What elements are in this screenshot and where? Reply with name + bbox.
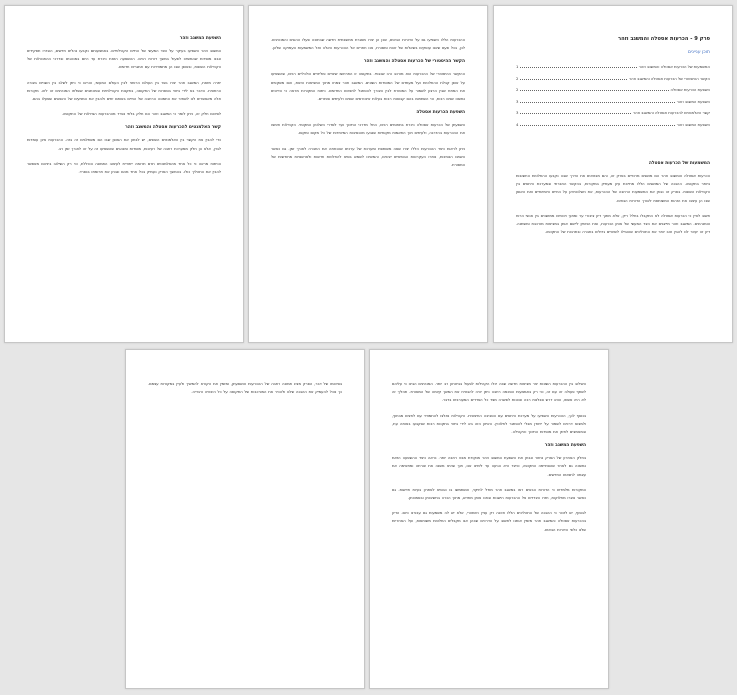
page-2-content (271, 36, 465, 322)
toc-entry[interactable] (516, 122, 710, 127)
page-2[interactable] (248, 5, 488, 343)
section-heading: השפעת המשגב וזהר (179, 36, 221, 41)
document-title: פרק 9 - הכרעות אסטלה והמשגב וזהר (618, 36, 710, 42)
paragraph: בסיכומו של דבר, הפרק מציג תמונה רחבה של ההכרעות והשפעתן, ומזמין את הקורא להמשיך ולעיין במקורות עצמם. כך נוכל להעמיק את ההבנה שלנו ולהכיר את המורכבות של התקופה על כל היבטיה ורבדיה. (148, 382, 342, 395)
toc-title[interactable]: תוכן עניינים (687, 50, 710, 55)
toc-entry-text: השפעת הכרעות אסטלה (670, 87, 710, 93)
toc-entry[interactable] (516, 76, 710, 81)
toc-entry-page: 3 (516, 98, 519, 104)
toc-entry-page: 4 (516, 121, 519, 127)
toc-dot-leader (520, 67, 636, 68)
toc-entry-text: השפעת המשגב וזהר (676, 98, 710, 104)
paragraph: לבסוף, יש לזכור כי ההבנה של התהליכים הללו איננה רק עניין היסטורי, אלא יש לה משמעות גם עבורנו כיום. הדיון בהכרעות אסטלה והמשגב וזהר מזמין אותנו לחשוב על הדרכים שבהן אנו מקבלים החלטות משותפות, ועל האחריות שלנו כלפי הדורות הבאים. (392, 511, 586, 532)
paragraph: ניתן לראות כיצד ההכרעות הללו יצרו שפה משותפת ומערכת של ערכים שהנחתה את החברה לאורך זמן. גם כאשר השתנו הנסיבות, נותרו העקרונות הבסיסיים יציבים, והמשיכו לשמש בסיס להחלטות חדשות ולפרשנויות מחודשות של המסורת. (271, 146, 465, 168)
page-3-content (27, 36, 221, 322)
paragraph: ההקשר ההיסטורי של ההכרעות הוא מורכב ורב שכבתי. בתקופה זו התרחשו שינויים פוליטיים וכלכליים רבים, שהשפיעו על אופן קבלת ההחלטות ועל מעמדם של המוסדות השונים. המשגב וזהר צמחו מתוך המציאות הזאת, והם משקפים את המתח שבין הרצון לשמור על המסורת לבין הצורך להסתגל לתנאים החדשים. ניתוח המקורות מראה כי הדיונים נמשכו שנים רבות, וכי השתתפו בהם קבוצות רבות בעלות אינטרסים שונים ולעיתים סותרים. (271, 72, 465, 102)
section-heading: המשמעות של הכרעות אסטלה (648, 160, 710, 166)
page-5-content (148, 380, 342, 668)
paragraph: המשגב וזהר השפיעו בעיקר על הצד המעשי של החיים הקהילתיים. באמצעותם נקבעו נהלים חדשים, הוגדרו תפקידים ונבנו מוסדות שהמשיכו לפעול במשך דורות רבים. ההשפעה הזאת ניכרת עד היום במנהגים ובדרכי ההתנהלות של הקהילות השונות, ובאופן שבו הן מתמודדות עם אתגרים חדשים. (27, 49, 221, 70)
paragraph: לסיכום חלק זה, ניתן לומר כי המשגב וזהר הם חלק בלתי נפרד מההכרעות הגדולות של התקופה. (61, 112, 221, 117)
paragraph: הניתוח מראה כי כל אחד מהאלמנטים תרם תרומה ייחודית לעיצוב התמונה הכוללת, וכי רק השילוב ביניהם מאפשר להבין את התהליך כולו. בהמשך הפרק נעמיק בכל אחד מהם ונבחן את תרומתו בנפרד. (27, 161, 221, 175)
section-heading: קשר האלמנטים להכרעות אסטלה והמשגב וזהר (125, 125, 221, 131)
page-3[interactable] (4, 5, 244, 343)
page-1-content (516, 36, 710, 322)
paragraph: ההכרעות הללו השפיעו גם על הדורות הבאים, שכן הן יצרו מסגרת מחשבתית חדשה שבתוכה פעלו ההוגים והמנהיגים. לכן, בכל פעם שאנו עוסקים בשאלות של זהות ומסורת, אנו חוזרים אל ההכרעות האלה ואל המשמעות העמוקה שלהן. (271, 38, 465, 51)
toc-entry-page: 2 (516, 87, 519, 93)
toc-dot-leader (520, 125, 674, 126)
toc-entry-text: השפעת המשגב וזהר (676, 121, 710, 127)
toc-dot-leader (520, 113, 631, 114)
paragraph: הכרעות אסטלה והמשגב וזהר הם מושגים מרכזיים בפרק זה, והם מבטאים את הדרך שבה נקבעו ההחלטות החשובות ביותר בתקופה. ההבנה של המושגים הללו מחייבת עיון מעמיק במקורות, בהקשר החברתי ובמערכת היחסים בין הקהילות השונות. בפרק זה נבחן את המשמעות הרחבה של ההכרעות, את השלכותיהן על החיים היומיומיים ואת האופן שבו הן עיצבו את הזהות המשותפת לאורך הדורות הבאים. (516, 173, 710, 203)
toc-entry-text: המשמעות של הכרעות אסטלה והמשגב וזהר (638, 64, 710, 69)
page-1[interactable] (493, 5, 733, 343)
paragraph: המקורות מלמדים כי הדורות הבאים ראו במשגב וזהר מודל לחיקוי, והשתמשו בו כבסיס לפתרון בעיות חדשות. גם כאשר נוצרו מחלוקות, חזרו הצדדים אל ההכרעות הישנות ובחנו אותן מחדש, מתוך הכרה בחשיבותן ובסמכותן. (392, 487, 586, 501)
toc-dot-leader (520, 102, 674, 103)
toc-entry-page: 3 (516, 110, 519, 116)
page-4-content (392, 380, 586, 668)
paragraph: יתרה מזאת, המשגב וזהר יצרו גשר בין העולם הרוחני לבין העולם המעשי, והראו כי ניתן לשלב בין השניים בצורה הרמונית. הדבר בא לידי ביטוי בספרות של התקופה, בתקנות הקהילתיות ובמכתבים ששלחו המנהיגים זה לזה. מקורות אלה מאפשרים לנו לשחזר את התמונה הרחבה של החיים באותם ימים ולהבין את המניעים של האנשים שפעלו בהם. (27, 80, 221, 102)
table-of-contents (516, 64, 710, 127)
toc-entry-text: קשר האלמנטים להכרעות אסטלה והמשגב וזהר (633, 110, 710, 116)
section-heading: השפעת הכרעות אסטלה (416, 110, 465, 116)
page-4[interactable] (369, 349, 609, 689)
paragraph: השילוב בין ההכרעות השונות יצר מציאות חדשה שבה יכלו הקהילות לפעול בביטחון רב יותר. המנהיגים הבינו כי עליהם לשתף פעולה זה עם זה, וכי רק באמצעות הסכמה רחבה ניתן יהיה להבטיח את המשך קיומה של המסורת. תהליך זה לא היה פשוט, והוא דרש סבלנות רבה ונכונות לפשרה מצד כל הצדדים המעורבים בדבר. (392, 382, 586, 403)
toc-dot-leader (520, 90, 668, 91)
section-heading: השפעת המשגב וזהר (544, 443, 586, 449)
section-heading: הקשר ההיסטורי של הכרעות אסטלה והמשגב וזהר (363, 59, 465, 65)
toc-entry[interactable] (516, 64, 710, 69)
page-5[interactable] (125, 349, 365, 689)
toc-entry[interactable] (516, 99, 710, 104)
toc-entry-page: 2 (516, 75, 519, 81)
paragraph: השפעתן של הכרעות אסטלה ניכרת בתחומים רבים, החל מדרכי החינוך ועד לסדרי השלטון המקומי. הקהילות אימצו את ההכרעות בהדרגה, ולעיתים תוך התאמות מקומיות שנבעו מהנסיבות המיוחדות של כל מקום ומקום. (271, 123, 465, 136)
toc-entry-text: הקשר ההיסטורי של הכרעות אסטלה והמשגב וזהר (628, 75, 710, 81)
paragraph: בנוסף לכך, ההכרעות השפיעו על מערכת היחסים עם הסביבה החיצונית. הקהילות נאלצו להתמודד עם לחצים מבחוץ, ולמצוא דרכים לשמור על ייחודן מבלי להסתגר לחלוטין. האיזון הזה בא לידי ביטוי בתקנות רבות שנקבעו באותה עת, ובמאמצים לחזק את מוסדות החינוך והקהילה. (392, 413, 586, 435)
paragraph: בחלק האחרון של הפרק נחזור ונבחן את השפעת המשגב וזהר מנקודת מבט רחבה יותר. נראה כיצד ההשפעה הזאת נמשכה גם לאחר שהסתיימה התקופה, וכיצד היא הגיעה עד לימינו אנו, תוך שהיא משנה את צורתה ומתאימה את עצמה לתנאים החדשים. (392, 456, 586, 477)
toc-dot-leader (520, 79, 627, 80)
paragraph: כדי להבין את הקשר בין האלמנטים השונים, יש לבחון את האופן שבו הם משתלבים זה בזה. ההכרעות אינן עומדות לבדן, אלא הן חלק ממערכת רחבה של רעיונות, מוסדות ומנהגים שהשפיעו זה על זה לאורך זמן רב. (27, 138, 221, 151)
paragraph: חשוב לציין כי הכרעות אסטלה לא התקבלו בחלל ריק, אלא מתוך דיון ציבורי ער ומתוך ויכוחים ממושכים בין אנשי הרוח והמנהיגים. המשגב וזהר מייצגים את הצד המעשי של אותן הכרעות, ואת הניסיון ליישם אותן במציאות מורכבת ומשתנה. דיון זה יעזור לנו להבין טוב יותר את התהליכים שהובילו לשינויים גדולים בחברה ובתרבות של התקופה. (516, 213, 710, 235)
toc-entry[interactable] (516, 110, 710, 115)
toc-entry-page: 1 (516, 64, 519, 69)
toc-entry[interactable] (516, 87, 710, 92)
